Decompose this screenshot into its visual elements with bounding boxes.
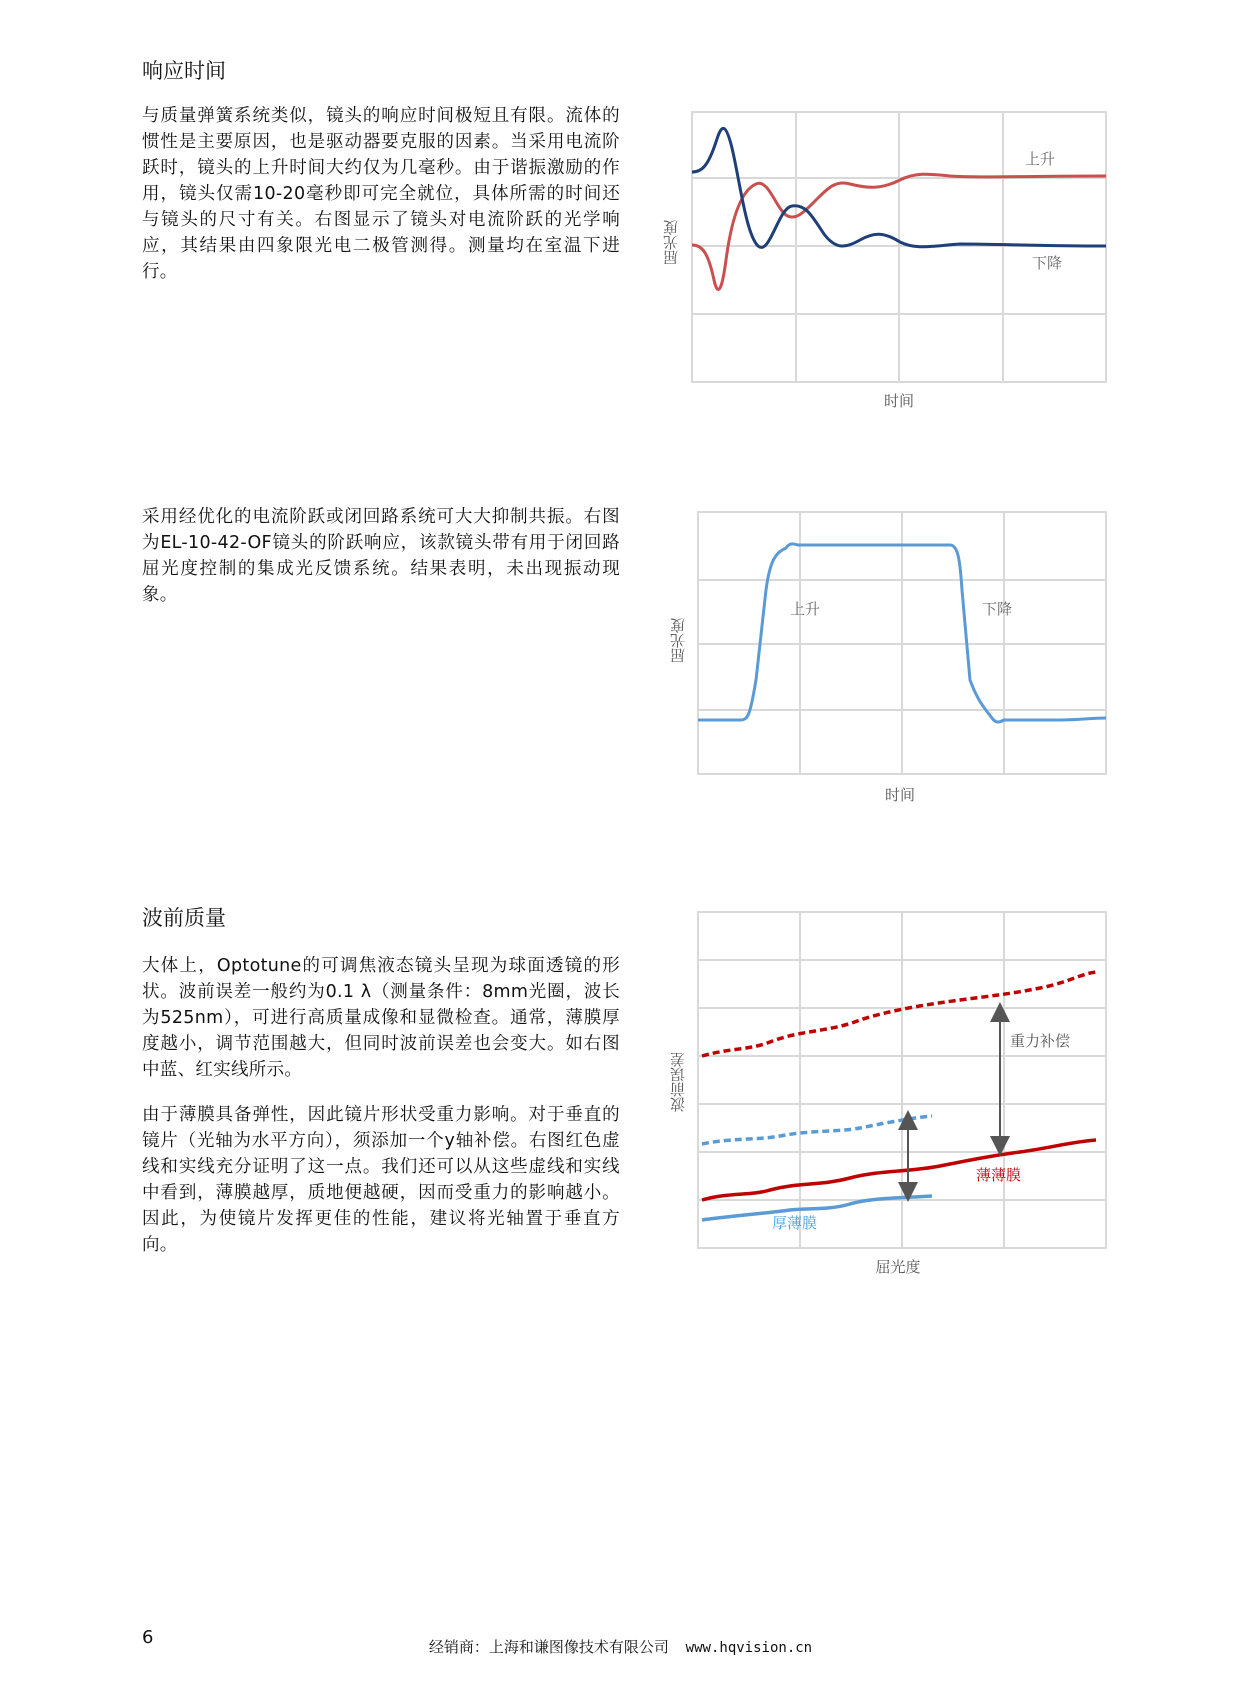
chart3-xlabel: 屈光度 — [875, 1258, 921, 1276]
chart1-xlabel: 时间 — [883, 392, 915, 410]
paragraph-response-time: 与质量弹簧系统类似，镜头的响应时间极短且有限。流体的惯性是主要原因，也是驱动器要克服的因素。当采用电流阶跃时，镜头的上升时间大约仅为几毫秒。由于谐振激励的作用，镜头仅需10-20毫秒即可完全就位，具体所需的时间还与镜头的尺寸有关。右图显示了镜头对电流阶跃的光学响应，其结果由四象限光电二极管测得。测量均在室温下进行。 — [142, 106, 620, 282]
chart3-ylabel: 波前误差 — [669, 1052, 687, 1112]
chart1-ylabel: 屈光度 — [662, 220, 680, 265]
chart-step-response — [660, 110, 1110, 410]
chart3-series-thin-solid — [702, 1140, 1096, 1200]
footer — [0, 1636, 1241, 1657]
chart3-series-thick-dashed — [702, 1116, 932, 1144]
chart2-xlabel: 时间 — [884, 786, 916, 804]
footer-url[interactable]: www.hqvision.cn — [685, 1640, 813, 1656]
chart3-label-thin: 薄薄膜 — [976, 1166, 1022, 1184]
paragraph-wavefront-2: 由于薄膜具备弹性，因此镜片形状受重力影响。对于垂直的镜片（光轴为水平方向），须添加一个y轴补偿。右图红色虚线和实线充分证明了这一点。我们还可以从这些虚线和实线中看到，薄膜越厚，质地便越硬，因而受重力的影响越小。因此，为使镜片发挥更佳的性能，建议将光轴置于垂直方向。 — [142, 1105, 620, 1255]
section-heading-response-time: 响应时间 — [142, 59, 226, 83]
chart-wavefront-svg — [660, 910, 1110, 1280]
chart3-label-gravity: 重力补偿 — [1010, 1032, 1071, 1050]
paragraph-closed-loop: 采用经优化的电流阶跃或闭回路系统可大大抑制共振。右图为EL-10-42-OF镜头的阶跃响应，该款镜头带有用于闭回路屈光度控制的集成光反馈系统。结果表明，未出现振动现象。 — [142, 507, 620, 605]
chart1-label-fall: 下降 — [1032, 254, 1063, 272]
chart-closed-loop-response — [660, 510, 1110, 810]
chart2-label-fall: 下降 — [982, 600, 1013, 618]
chart2-ylabel: 屈光度 — [669, 618, 687, 663]
chart-wavefront-error — [660, 910, 1110, 1280]
chart3-label-thick: 厚薄膜 — [772, 1214, 818, 1232]
chart1-label-rise: 上升 — [1025, 150, 1056, 168]
chart2-label-rise: 上升 — [790, 600, 821, 618]
paragraph-wavefront-1: 大体上，Optotune的可调焦液态镜头呈现为球面透镜的形状。波前误差一般约为0.1 λ（测量条件：8mm光圈，波长为525nm），可进行高质量成像和显微检查。通常，薄膜厚度越小，调节范围越大，但同时波前误差也会变大。如右图中蓝、红实线所示。 — [142, 956, 620, 1080]
chart-closed-loop-svg — [660, 510, 1110, 810]
page-number: 6 — [142, 1627, 154, 1648]
section-heading-wavefront: 波前质量 — [142, 906, 226, 930]
footer-distributor: 经销商：上海和谦图像技术有限公司 — [428, 1638, 669, 1656]
chart-step-response-svg — [660, 110, 1110, 410]
